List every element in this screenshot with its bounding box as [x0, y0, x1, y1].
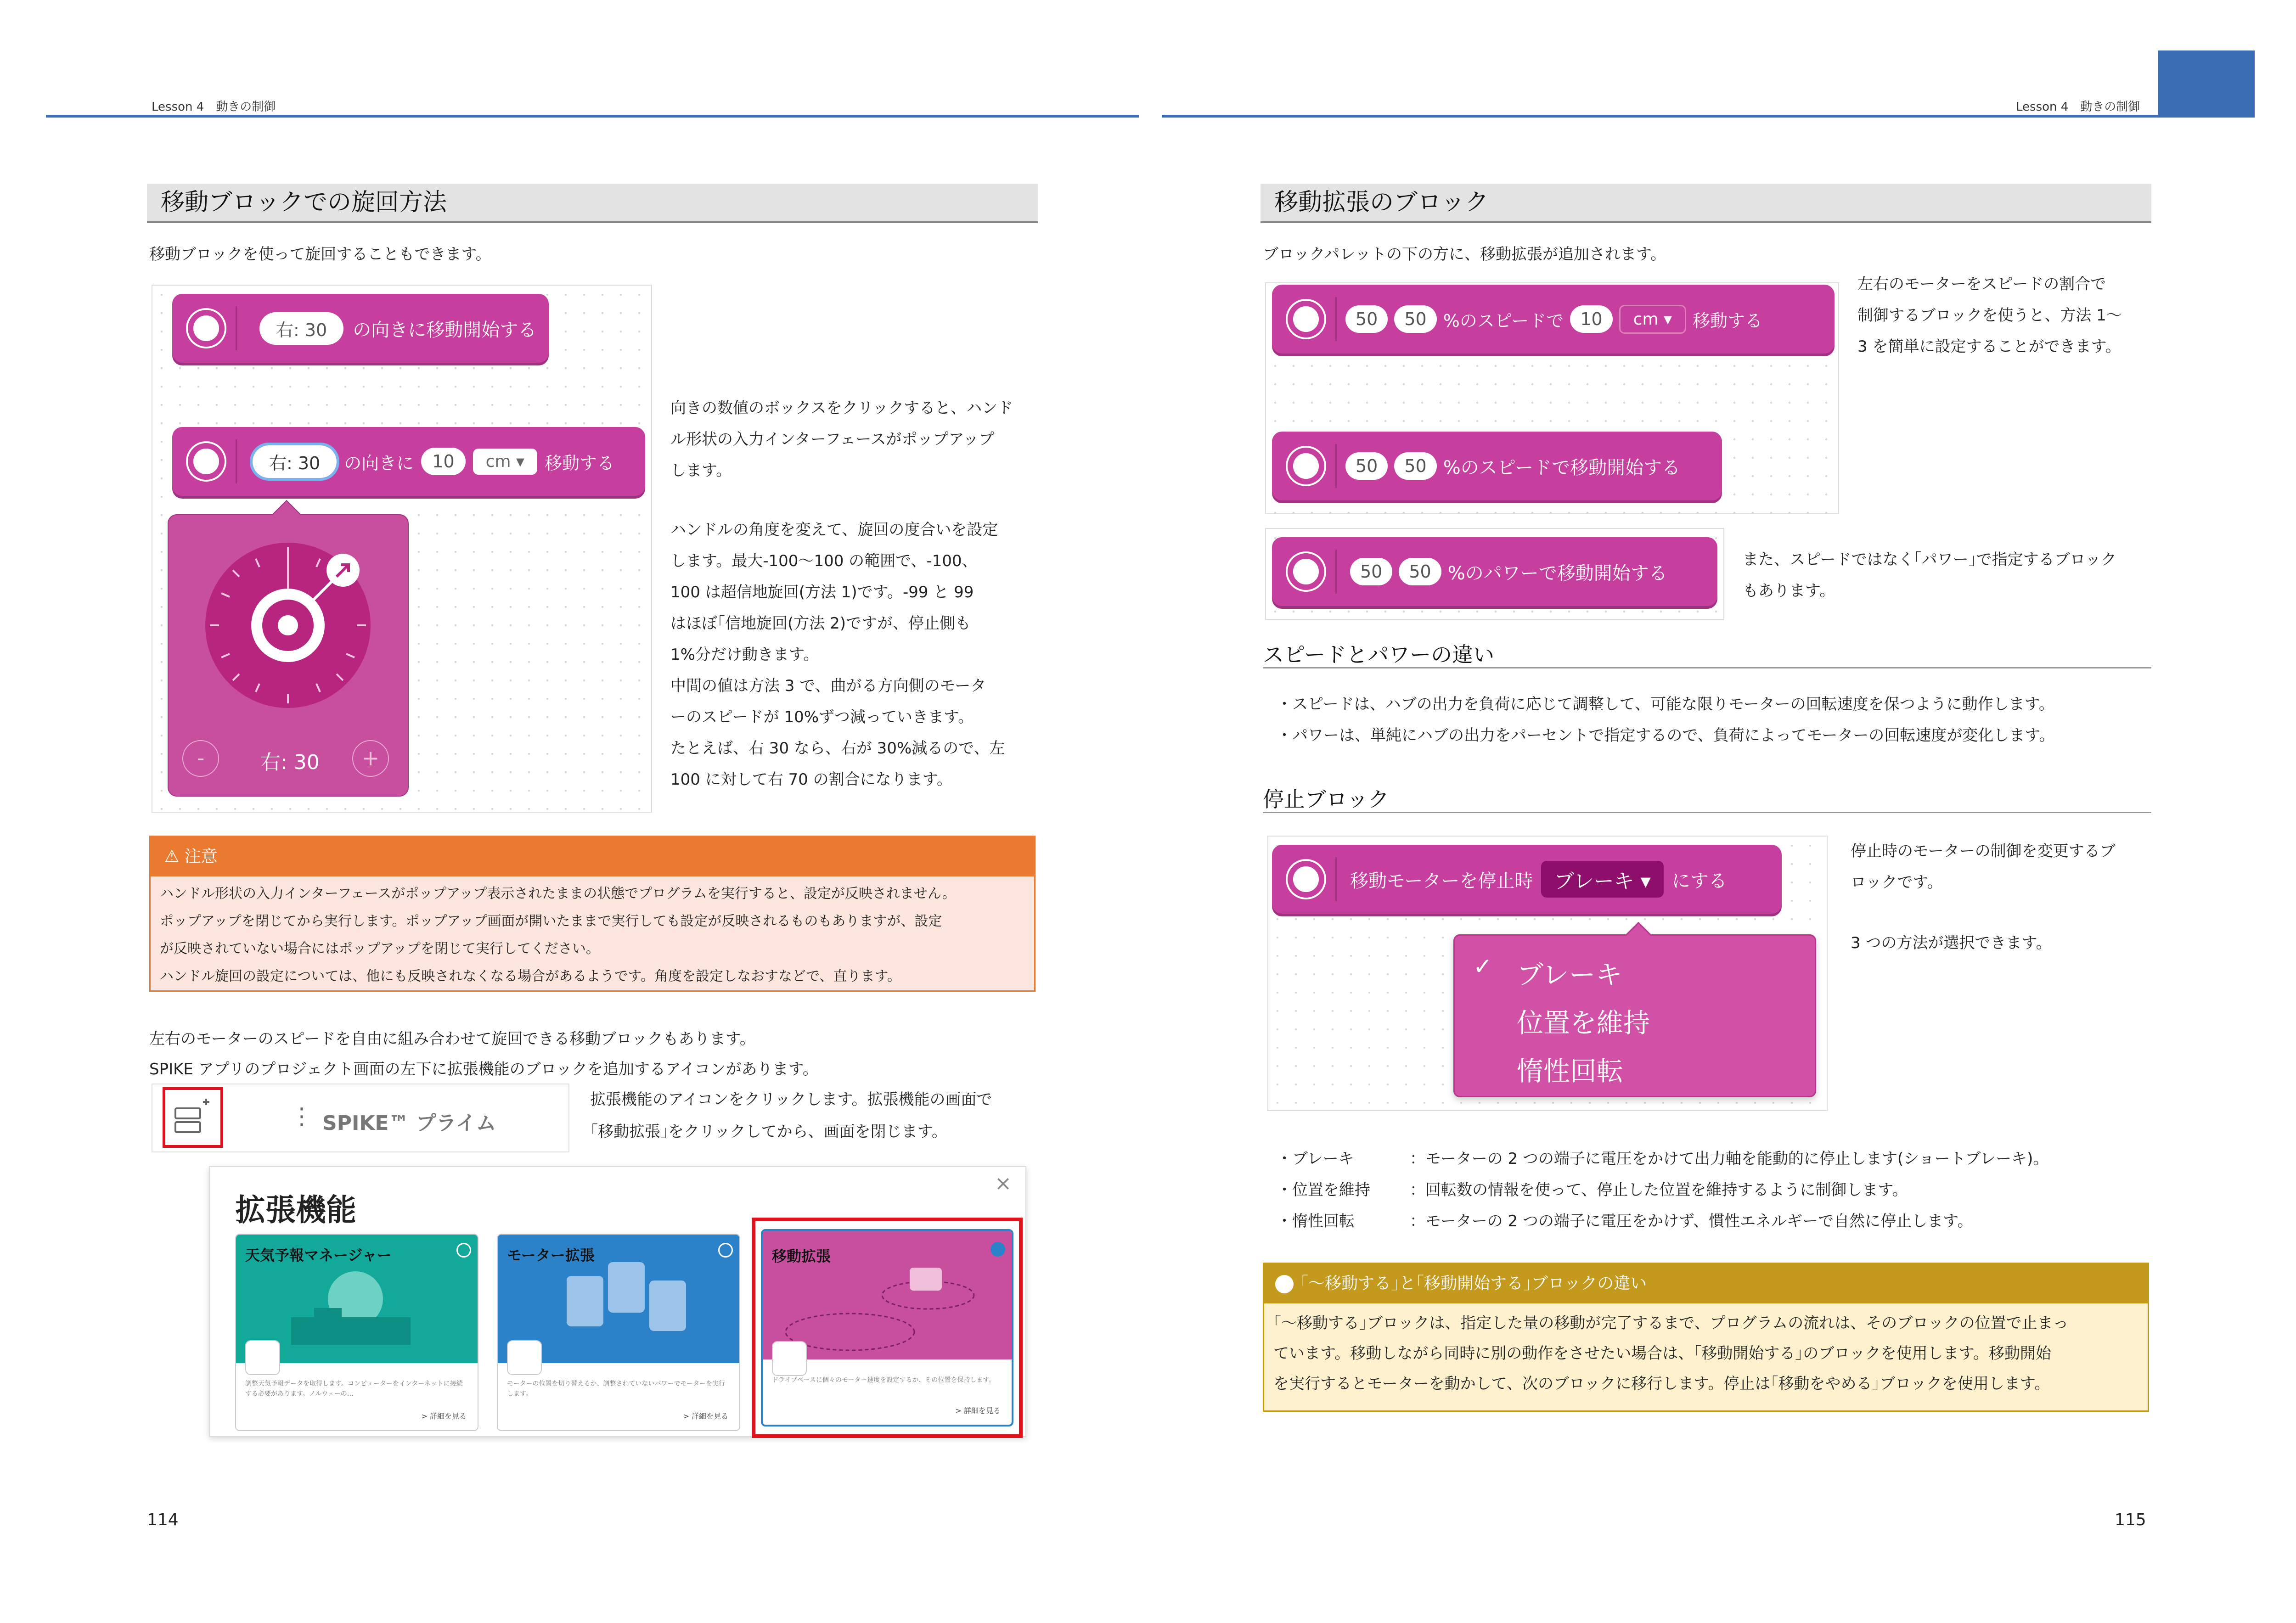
section-title-right: 移動拡張のブロック	[1261, 184, 2151, 223]
subheading-speed-power: スピードとパワーの違い	[1263, 638, 2151, 668]
para2: ハンドルの角度を変えて、旋回の度合いを設定 します。最大-100〜100 の範囲で、-100、 100 は超信地旋回(方法 1)です。-99 と 99 はほぼ｢信地旋回(方法 2)ですが、停止側も 1%分だけ動きます。 中間の値は方法 3 で、曲がる方向側のモータ ーのスピードが 10%ずつ減っていきます。 たとえば、右 30 なら、右が 30%減るので、左 100 に対して右 70 の割合になります。	[670, 521, 1005, 789]
menu-item-brake[interactable]: ブレーキ	[1517, 959, 1622, 990]
running-head-right: Lesson 4 動きの制御	[2016, 100, 2140, 114]
cloud-icon	[245, 1340, 280, 1375]
intro-left: 移動ブロックを使って旋回することもできます。	[149, 245, 491, 264]
stop-mode-menu	[1453, 934, 1816, 1097]
direction-value[interactable]: 右: 30	[259, 312, 343, 345]
intro-right: ブロックパレットの下の方に、移動拡張が追加されます。	[1263, 245, 1666, 264]
check-icon: ✓	[1473, 953, 1492, 980]
left-speed-input[interactable]: 50	[1345, 452, 1388, 480]
right-power-input[interactable]: 50	[1399, 558, 1441, 585]
side-text-3: 停止時のモーターの制御を変更するブ ロックです。	[1851, 842, 2116, 892]
drivebase-icon	[1286, 551, 1326, 592]
move-speed-start-block[interactable]: 50 50 %のスピードで移動開始する	[1272, 432, 1722, 500]
drivebase-icon	[186, 441, 226, 482]
drivebase-icon	[507, 1340, 542, 1375]
header-rule-left	[46, 115, 1139, 118]
para1: 向きの数値のボックスをクリックすると、ハンド ル形状の入力インターフェースがポップアップ します。	[670, 399, 1013, 480]
increment-button[interactable]: +	[352, 740, 389, 777]
right-speed-input[interactable]: 50	[1394, 452, 1436, 480]
menu-item-hold[interactable]: 位置を維持	[1517, 1007, 1650, 1039]
steering-value-label: 右: 30	[260, 751, 320, 774]
block-text: の向きに移動開始する	[353, 319, 537, 341]
side-text-2: また、スピードではなく｢パワー｣で指定するブロック もあります。	[1743, 550, 2116, 600]
drivebase-icon	[1286, 859, 1326, 899]
unit-dropdown[interactable]: cm ▾	[473, 449, 537, 475]
menu-icon[interactable]: ⋮	[290, 1103, 313, 1129]
dialog-title: 拡張機能	[235, 1192, 356, 1228]
drivebase-icon	[1286, 299, 1326, 339]
subheading-stop: 停止ブロック	[1263, 783, 2151, 813]
running-head-left: Lesson 4 動きの制御	[152, 100, 276, 114]
side-text-4: 3 つの方法が選択できます。	[1851, 934, 2052, 952]
spike-app-bar	[152, 1084, 569, 1152]
page-number-right: 115	[2115, 1511, 2146, 1529]
caution-header: ⚠ 注意	[151, 837, 1034, 876]
left-power-input[interactable]: 50	[1350, 558, 1392, 585]
extension-dialog	[209, 1166, 1026, 1437]
steering-popup	[168, 514, 409, 797]
lightbulb-icon	[1275, 1275, 1294, 1293]
corner-tab	[2158, 51, 2255, 117]
left-speed-input[interactable]: 50	[1345, 305, 1388, 333]
stop-motor-block[interactable]: 移動モーターを停止時 ブレーキ ▾ にする	[1272, 845, 1782, 914]
bullets-speed-power: ・スピードは、ハブの出力を負荷に応じて調整して、可能な限りモーターの回転速度を保つように動作します。 ・パワーは、単純にハブの出力をパーセントで指定するので、負荷によってモーターの回転速度が変化します。	[1277, 695, 2055, 745]
menu-item-coast[interactable]: 惰性回転	[1517, 1056, 1624, 1087]
caution-box: ⚠ 注意 ハンドル形状の入力インターフェースがポップアップ表示されたままの状態でプログラムを実行すると、設定が反映されません。 ポップアップを閉じてから実行します。ポップアップ画面が開いたままで実行しても設定が反映されるものもありますが、設定 が反映されていない場合にはポップアップを閉じて実行してください。 ハンドル旋回の設定については、他にも反映されなくなる場合があるようです。角度を設定しなおすなどで、直ります。	[149, 836, 1035, 992]
extension-icon[interactable]	[163, 1087, 223, 1148]
header-rule-right	[1162, 115, 2255, 118]
warning-icon: ⚠	[164, 847, 180, 866]
direction-value-selected[interactable]: 右: 30	[253, 445, 337, 478]
decrement-button[interactable]: -	[182, 740, 219, 777]
distance-input[interactable]: 10	[1570, 305, 1612, 333]
section-title-left: 移動ブロックでの旋回方法	[147, 184, 1038, 223]
side-text-1: 左右のモーターをスピードの割合で 制御するブロックを使うと、方法 1〜 3 を簡単に設定することができます。	[1857, 275, 2122, 356]
move-power-start-block[interactable]: 50 50 %のパワーで移動開始する	[1272, 537, 1717, 606]
move-speed-distance-block[interactable]: 50 50 %のスピードで 10 cm ▾ 移動する	[1272, 285, 1835, 354]
para4: 拡張機能のアイコンをクリックします。拡張機能の画面で ｢移動拡張｣をクリックしてから、画面を閉じます。	[590, 1090, 992, 1141]
card-motor-extension[interactable]: モーター拡張 モーターの位置を切り替えるか、調整されていないパワーでモーターを実行します。 > 詳細を見る	[497, 1234, 740, 1431]
tip-box: ｢〜移動する｣と｢移動開始する｣ブロックの違い ｢〜移動する｣ブロックは、指定した量の移動が完了するまで、プログラムの流れは、そのブロックの位置で止まっ ています。移動しながら同時に別の動作をさせたい場合は、｢移動開始する｣のブロックを使用します。移動開始 を実行するとモーターを動かして、次のブロックに移行します。停止は｢移動をやめる｣ブロックを使用します。	[1263, 1263, 2149, 1412]
distance-input[interactable]: 10	[421, 448, 465, 475]
close-icon[interactable]: ×	[995, 1172, 1012, 1195]
para3: 左右のモーターのスピードを自由に組み合わせて旋回できる移動ブロックもあります。 SPIKE アプリのプロジェクト画面の左下に拡張機能のブロックを追加するアイコンがあります。	[149, 1030, 818, 1078]
stop-mode-dropdown[interactable]: ブレーキ ▾	[1541, 861, 1663, 898]
card-movement-extension[interactable]: 移動拡張 ドライブベースに個々のモーター速度を設定するか、その位置を保持します。 > 詳細を見る	[761, 1229, 1013, 1426]
page-number-left: 114	[147, 1511, 179, 1529]
unit-dropdown[interactable]: cm ▾	[1619, 305, 1686, 334]
move-direction-distance-block[interactable]: 右: 30 の向きに 10 cm ▾ 移動する	[172, 427, 645, 496]
steering-wheel-dial[interactable]	[201, 538, 375, 713]
move-start-direction-block[interactable]	[172, 294, 549, 363]
spike-app-label: SPIKE™ プライム	[322, 1112, 496, 1135]
tip-header: ｢〜移動する｣と｢移動開始する｣ブロックの違い	[1264, 1264, 2148, 1303]
card-weather[interactable]: 天気予報マネージャー 調整天気予報データを取得します。コンピューターをインターネットに接続する必要があります。ノルウェーの… > 詳細を見る	[235, 1234, 478, 1431]
stop-definitions: ・ブレーキ ：モーターの 2 つの端子に電圧をかけて出力軸を能動的に停止します(ショートブレーキ)。 ・位置を維持 ：回転数の情報を使って、停止した位置を維持するように制御します。 ・惰性回転 ：モーターの 2 つの端子に電圧をかけず、慣性エネルギーで自然に停止します。	[1277, 1150, 2049, 1230]
drivebase-icon	[1286, 446, 1326, 486]
drivebase-icon	[186, 308, 226, 348]
right-speed-input[interactable]: 50	[1394, 305, 1436, 333]
drivebase-icon	[772, 1341, 807, 1376]
